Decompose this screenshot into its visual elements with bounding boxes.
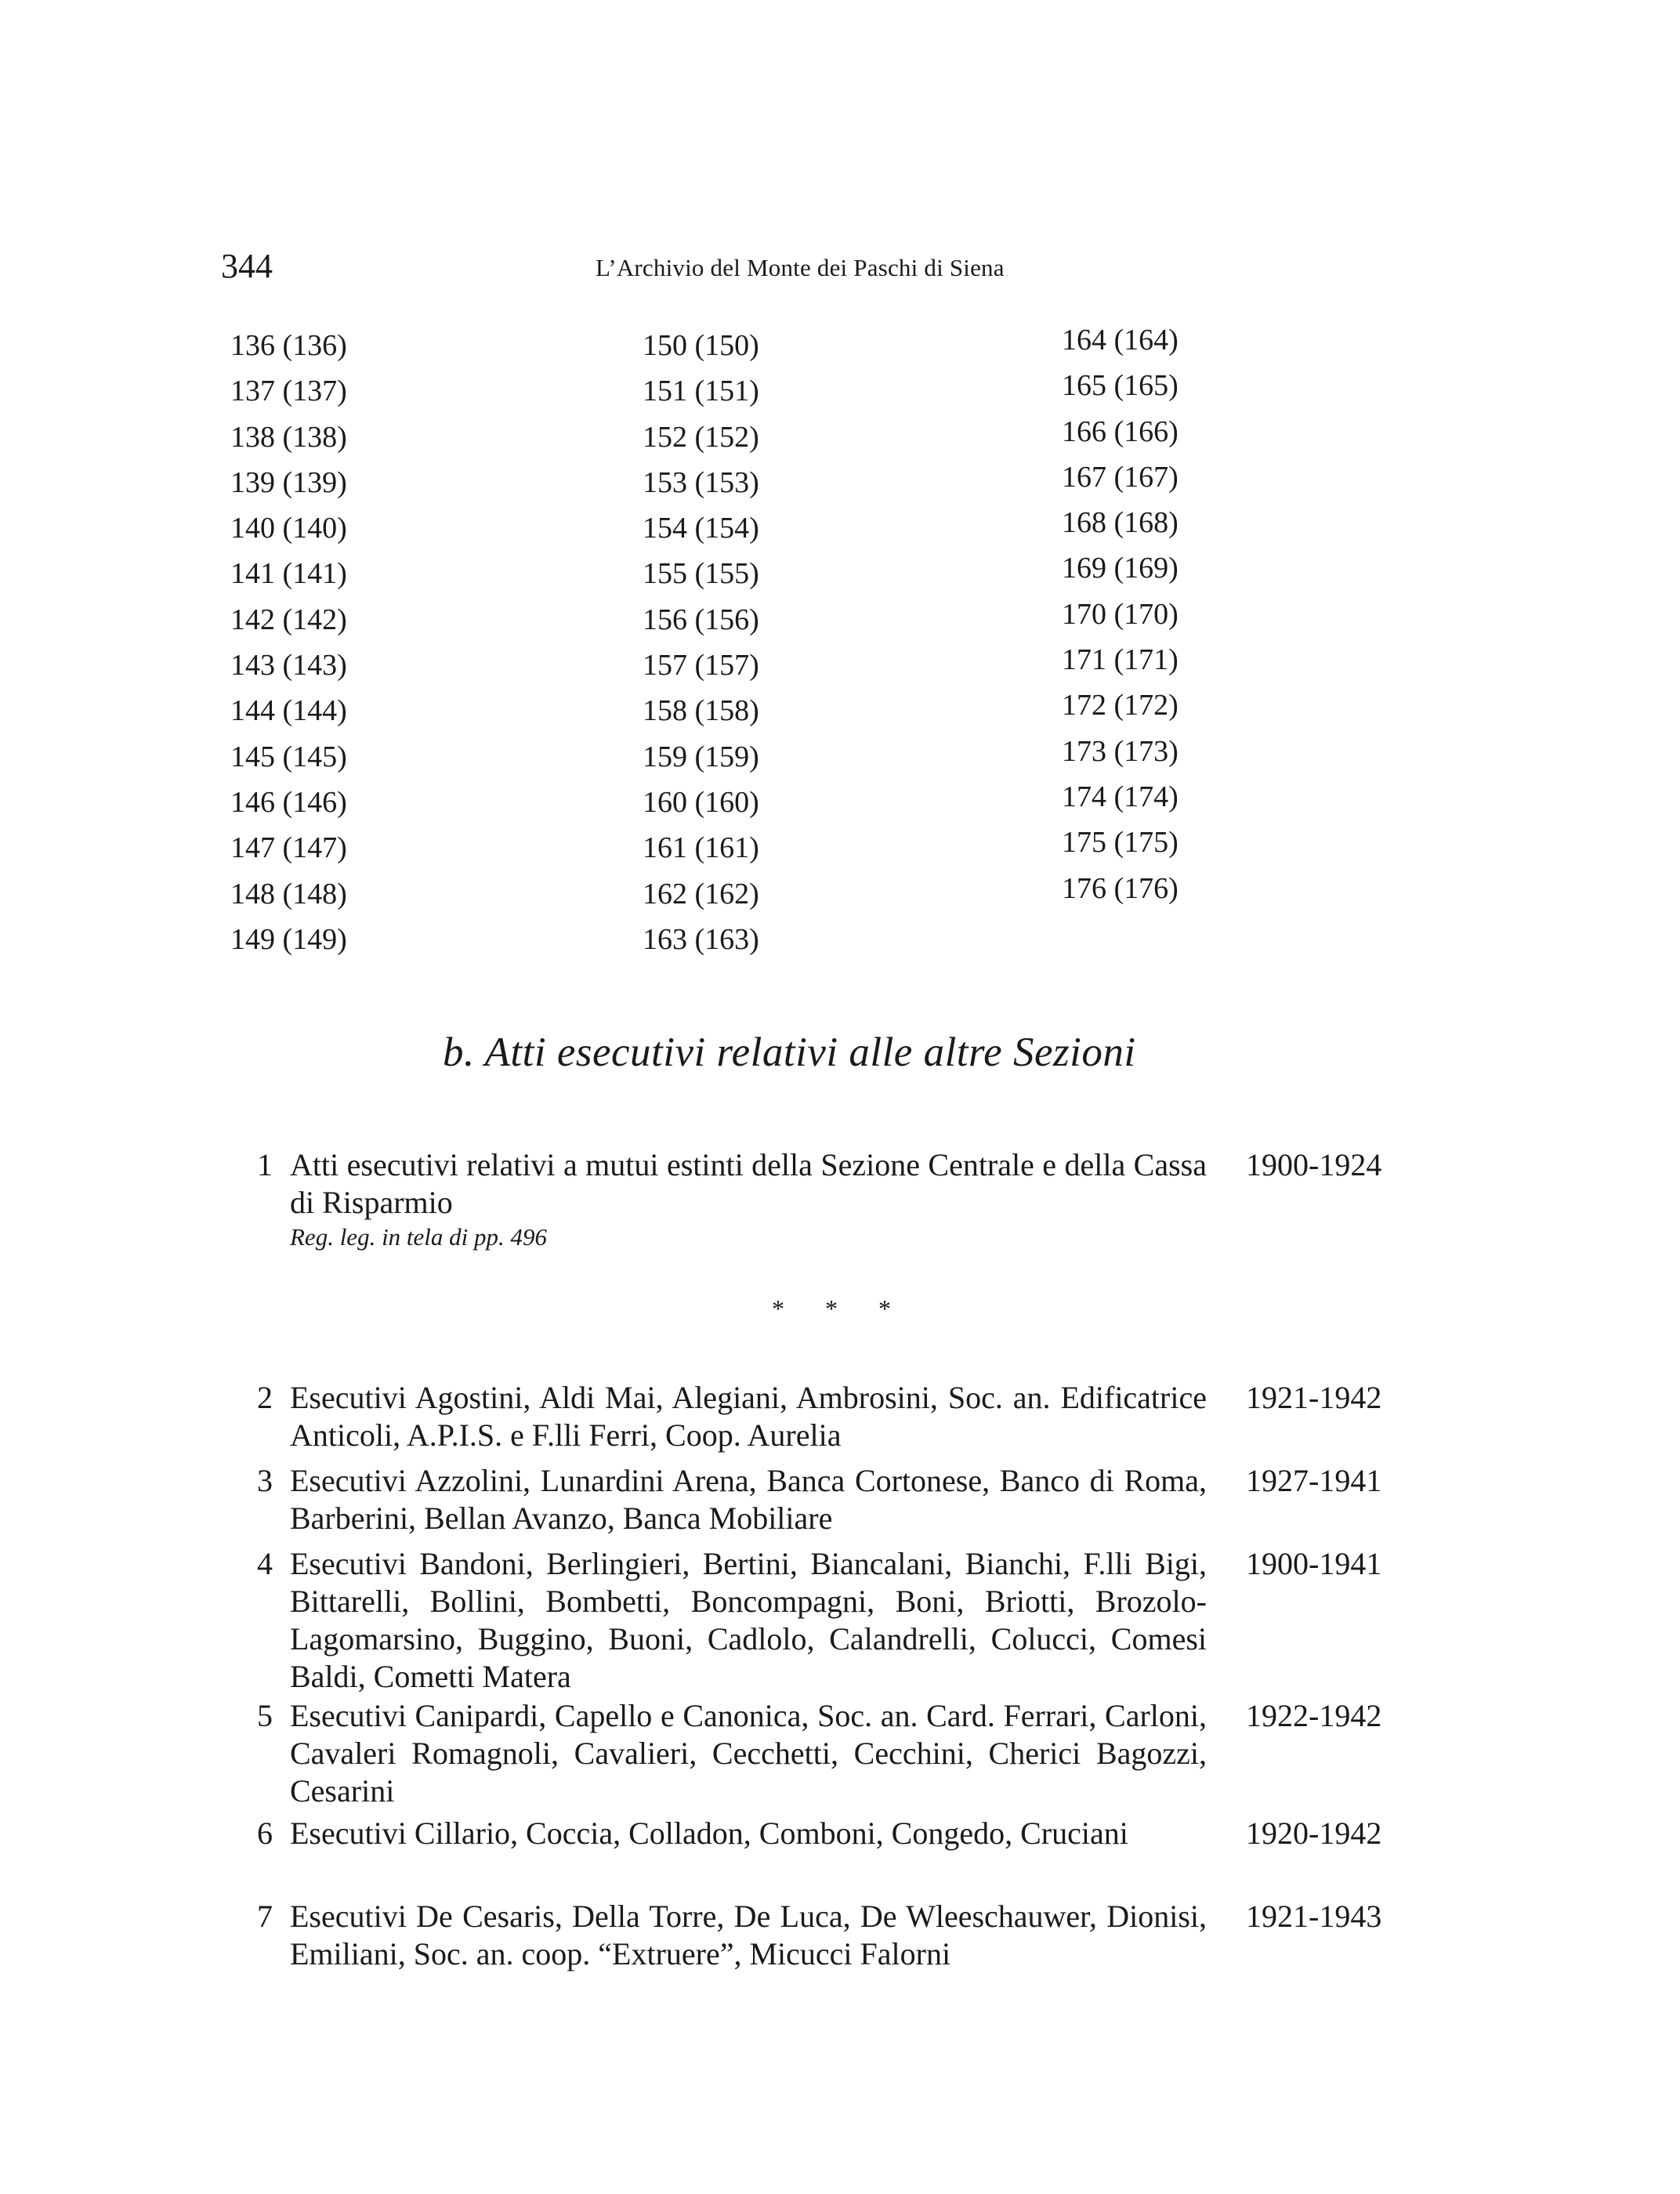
list-item: 136 (136) [230,329,347,362]
entry-text: Esecutivi Azzolini, Lunardini Arena, Banca Cortonese, Banco di Roma, Barberini, Bellan Avanzo, Banca Mobiliare [290,1463,1207,1536]
list-item: 152 (152) [643,420,759,454]
entry-text [290,1146,1207,1253]
entry-number: 4 [257,1546,273,1581]
list-item: 161 (161) [643,831,759,865]
list-item: 162 (162) [643,877,759,911]
list-item: 167 (167) [1062,460,1179,494]
list-item: 143 (143) [230,649,347,682]
entry-dates: 1921-1943 [1246,1899,1382,1934]
entry-dates: 1920-1942 [1246,1816,1382,1851]
list-item: 137 (137) [230,375,347,408]
entry-dates: 1900-1941 [1246,1546,1382,1581]
page-number: 344 [221,247,273,285]
list-item: 144 (144) [230,694,347,728]
list-item: 154 (154) [643,512,759,545]
number-column-2 [643,323,759,962]
list-item: 157 (157) [643,649,759,682]
entry-number: 6 [257,1816,273,1851]
list-item: 170 (170) [1062,597,1179,631]
section-separator: * * * [772,1294,908,1323]
entry-text: Esecutivi Canipardi, Capello e Canonica, Soc. an. Card. Ferrari, Carloni, Cavaleri Romagnoli, Cavalieri, Cecchetti, Cecchini, Cherici Bagozzi, Cesarini [290,1698,1207,1808]
list-item: 158 (158) [643,694,759,728]
list-item: 173 (173) [1062,734,1179,768]
list-item: 150 (150) [643,329,759,362]
entry-number: 7 [257,1899,273,1934]
running-title: L’Archivio del Monte dei Paschi di Siena [596,254,1005,281]
list-item: 172 (172) [1062,689,1179,722]
number-column-3 [1062,317,1179,911]
entry-text: Esecutivi Agostini, Aldi Mai, Alegiani, Ambrosini, Soc. an. Edificatrice Anticoli, A.P.I.S. e F.lli Ferri, Coop. Aurelia [290,1380,1207,1453]
list-item: 141 (141) [230,557,347,591]
entry-number: 2 [257,1380,273,1415]
entry-text: Esecutivi De Cesaris, Della Torre, De Luca, De Wleeschauwer, Dionisi, Emiliani, Soc. an. coop. “Extruere”, Micucci Falorni [290,1899,1207,1971]
list-item: 149 (149) [230,922,347,956]
entry-dates: 1927-1941 [1246,1463,1382,1498]
list-item: 155 (155) [643,557,759,591]
list-item: 139 (139) [230,465,347,499]
list-item: 164 (164) [1062,324,1179,357]
entry-description: Atti esecutivi relativi a mutui estinti della Sezione Centrale e della Cassa di Risparmio [290,1147,1207,1220]
list-item: 174 (174) [1062,780,1179,813]
list-item: 156 (156) [643,603,759,636]
list-item: 159 (159) [643,740,759,773]
list-item: 163 (163) [643,922,759,956]
list-item: 146 (146) [230,785,347,819]
list-item: 138 (138) [230,420,347,454]
list-item: 169 (169) [1062,552,1179,585]
entry-dates: 1900-1924 [1246,1147,1382,1182]
entry-number: 1 [257,1147,273,1182]
section-heading: b. Atti esecutivi relativi alle altre Sezioni [443,1030,1136,1075]
entry-text: Esecutivi Bandoni, Berlingieri, Bertini, Biancalani, Bianchi, F.lli Bigi, Bittarelli, Bollini, Bombetti, Boncompagni, Boni, Briotti, Brozolo-Lagomarsino, Buggino, Buoni, Cadlolo, Calandrelli, Colucci, Comesi Baldi, Cometti Matera [290,1546,1207,1694]
entry-number: 5 [257,1698,273,1733]
list-item: 175 (175) [1062,826,1179,860]
list-item: 165 (165) [1062,369,1179,403]
entry-note: Reg. leg. in tela di pp. 496 [290,1223,548,1251]
entry-number: 3 [257,1463,273,1498]
list-item: 168 (168) [1062,506,1179,540]
list-item: 176 (176) [1062,871,1179,905]
list-item: 145 (145) [230,740,347,773]
list-item: 147 (147) [230,831,347,865]
list-item: 151 (151) [643,375,759,408]
list-item: 171 (171) [1062,643,1179,677]
number-column-1 [230,323,347,962]
list-item: 140 (140) [230,512,347,545]
list-item: 142 (142) [230,603,347,636]
entry-dates: 1922-1942 [1246,1698,1382,1733]
list-item: 166 (166) [1062,415,1179,448]
list-item: 148 (148) [230,877,347,911]
list-item: 160 (160) [643,785,759,819]
entry-text: Esecutivi Cillario, Coccia, Colladon, Comboni, Congedo, Cruciani [290,1816,1128,1851]
entry-dates: 1921-1942 [1246,1380,1382,1415]
list-item: 153 (153) [643,465,759,499]
